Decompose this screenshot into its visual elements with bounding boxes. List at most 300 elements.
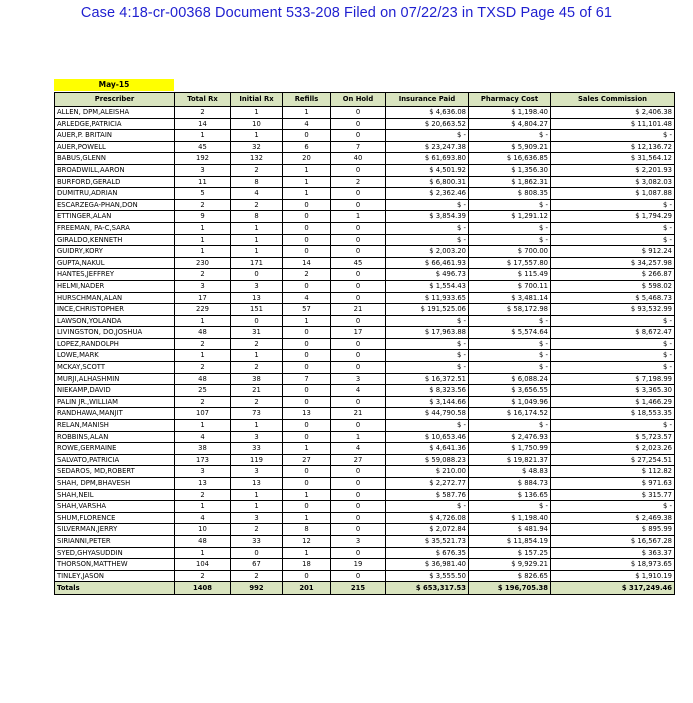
refills-cell: 1: [283, 512, 331, 524]
table-row: [55, 535, 675, 547]
total-rx-cell: 107: [175, 408, 231, 420]
prescriber-name: THORSON,MATTHEW: [55, 559, 175, 571]
table-row: [55, 257, 675, 269]
sales-commission-cell: $ 1,466.29: [551, 396, 675, 408]
pharmacy-cost-cell: $ 16,636.85: [469, 153, 551, 165]
prescriber-name: SHAH,VARSHA: [55, 501, 175, 513]
insurance-paid-cell: $ -: [386, 234, 469, 246]
initial-rx-cell: 3: [231, 466, 283, 478]
prescriber-name: LOWE,MARK: [55, 350, 175, 362]
table-row: [55, 478, 675, 490]
sales-commission-cell: $ 895.99: [551, 524, 675, 536]
total-rx-cell: 25: [175, 385, 231, 397]
insurance-paid-cell: $ -: [386, 338, 469, 350]
refills-cell: 0: [283, 396, 331, 408]
insurance-paid-cell: $ 10,653.46: [386, 431, 469, 443]
totals-cell: $ 317,249.46: [551, 582, 675, 595]
prescriber-name: NIEKAMP,DAVID: [55, 385, 175, 397]
on-hold-cell: 2: [331, 176, 386, 188]
table-row: [55, 327, 675, 339]
table-row: [55, 199, 675, 211]
total-rx-cell: 48: [175, 535, 231, 547]
total-rx-cell: 192: [175, 153, 231, 165]
table-header-row: [55, 93, 675, 107]
insurance-paid-cell: $ 496.73: [386, 269, 469, 281]
table-row: [55, 443, 675, 455]
prescriber-name: GUIDRY,KORY: [55, 246, 175, 258]
insurance-paid-cell: $ 20,663.52: [386, 118, 469, 130]
on-hold-cell: 3: [331, 373, 386, 385]
pharmacy-cost-cell: $ 1,291.12: [469, 211, 551, 223]
total-rx-cell: 2: [175, 199, 231, 211]
column-header: Pharmacy Cost: [469, 93, 551, 107]
total-rx-cell: 10: [175, 524, 231, 536]
on-hold-cell: 0: [331, 547, 386, 559]
sales-commission-cell: $ -: [551, 315, 675, 327]
prescriber-name: INCE,CHRISTOPHER: [55, 304, 175, 316]
total-rx-cell: 38: [175, 443, 231, 455]
insurance-paid-cell: $ 61,693.80: [386, 153, 469, 165]
sales-commission-cell: $ 112.82: [551, 466, 675, 478]
table-row: [55, 153, 675, 165]
prescriber-name: ALLEN, DPM,ALEISHA: [55, 107, 175, 119]
insurance-paid-cell: $ 2,003.20: [386, 246, 469, 258]
total-rx-cell: 1: [175, 501, 231, 513]
table-row: [55, 246, 675, 258]
initial-rx-cell: 2: [231, 164, 283, 176]
on-hold-cell: 27: [331, 454, 386, 466]
pharmacy-cost-cell: $ -: [469, 362, 551, 374]
sales-commission-cell: $ 5,468.73: [551, 292, 675, 304]
prescriber-name: TINLEY,JASON: [55, 570, 175, 582]
insurance-paid-cell: $ 17,963.88: [386, 327, 469, 339]
sales-commission-cell: $ -: [551, 234, 675, 246]
initial-rx-cell: 1: [231, 489, 283, 501]
table-row: [55, 512, 675, 524]
on-hold-cell: 0: [331, 466, 386, 478]
refills-cell: 0: [283, 130, 331, 142]
sales-commission-cell: $ 1,910.19: [551, 570, 675, 582]
insurance-paid-cell: $ 4,501.92: [386, 164, 469, 176]
refills-cell: 7: [283, 373, 331, 385]
prescriber-name: MCKAY,SCOTT: [55, 362, 175, 374]
column-header: Total Rx: [175, 93, 231, 107]
document-header: Case 4:18-cr-00368 Document 533-208 Filed on 07/22/23 in TXSD Page 45 of 61: [80, 5, 613, 21]
on-hold-cell: 0: [331, 188, 386, 200]
table-row: [55, 396, 675, 408]
sales-commission-cell: $ 5,723.57: [551, 431, 675, 443]
refills-cell: 0: [283, 362, 331, 374]
on-hold-cell: 45: [331, 257, 386, 269]
sales-commission-cell: $ 598.02: [551, 280, 675, 292]
table-row: [55, 431, 675, 443]
initial-rx-cell: 38: [231, 373, 283, 385]
total-rx-cell: 4: [175, 512, 231, 524]
initial-rx-cell: 2: [231, 199, 283, 211]
insurance-paid-cell: $ 8,323.56: [386, 385, 469, 397]
insurance-paid-cell: $ 3,144.66: [386, 396, 469, 408]
pharmacy-cost-cell: $ -: [469, 420, 551, 432]
prescriber-name: MURJI,ALHASHMIN: [55, 373, 175, 385]
initial-rx-cell: 8: [231, 176, 283, 188]
on-hold-cell: 0: [331, 118, 386, 130]
prescriber-name: ETTINGER,ALAN: [55, 211, 175, 223]
insurance-paid-cell: $ -: [386, 130, 469, 142]
refills-cell: 0: [283, 431, 331, 443]
total-rx-cell: 3: [175, 164, 231, 176]
on-hold-cell: 7: [331, 141, 386, 153]
prescriber-name: LIVINGSTON, DO,JOSHUA: [55, 327, 175, 339]
total-rx-cell: 229: [175, 304, 231, 316]
sales-commission-cell: $ -: [551, 338, 675, 350]
initial-rx-cell: 10: [231, 118, 283, 130]
on-hold-cell: 0: [331, 489, 386, 501]
on-hold-cell: 0: [331, 338, 386, 350]
table-row: [55, 176, 675, 188]
sales-commission-cell: $ 31,564.12: [551, 153, 675, 165]
total-rx-cell: 17: [175, 292, 231, 304]
column-header: On Hold: [331, 93, 386, 107]
sales-commission-cell: $ 315.77: [551, 489, 675, 501]
total-rx-cell: 11: [175, 176, 231, 188]
insurance-paid-cell: $ 210.00: [386, 466, 469, 478]
total-rx-cell: 3: [175, 280, 231, 292]
table-row: [55, 466, 675, 478]
prescriber-name: FREEMAN, PA-C,SARA: [55, 222, 175, 234]
insurance-paid-cell: $ -: [386, 199, 469, 211]
prescriber-name: HELMI,NADER: [55, 280, 175, 292]
sales-commission-cell: $ 1,087.88: [551, 188, 675, 200]
prescriber-name: ROWE,GERMAINE: [55, 443, 175, 455]
pharmacy-cost-cell: $ 808.35: [469, 188, 551, 200]
table-row: [55, 107, 675, 119]
sales-commission-cell: $ 971.63: [551, 478, 675, 490]
initial-rx-cell: 1: [231, 234, 283, 246]
insurance-paid-cell: $ 44,790.58: [386, 408, 469, 420]
pharmacy-cost-cell: $ -: [469, 222, 551, 234]
refills-cell: 1: [283, 188, 331, 200]
prescriber-name: SYED,GHYASUDDIN: [55, 547, 175, 559]
prescriber-name: BROADWILL,AARON: [55, 164, 175, 176]
pharmacy-cost-cell: $ 481.94: [469, 524, 551, 536]
sales-commission-cell: $ -: [551, 130, 675, 142]
on-hold-cell: 4: [331, 385, 386, 397]
total-rx-cell: 1: [175, 222, 231, 234]
sales-commission-cell: $ 18,553.35: [551, 408, 675, 420]
prescriber-name: SHAH,NEIL: [55, 489, 175, 501]
total-rx-cell: 2: [175, 396, 231, 408]
pharmacy-cost-cell: $ 19,821.37: [469, 454, 551, 466]
initial-rx-cell: 151: [231, 304, 283, 316]
prescriber-name: ESCARZEGA-PHAN,DON: [55, 199, 175, 211]
table-row: [55, 141, 675, 153]
refills-cell: 0: [283, 338, 331, 350]
prescriber-table: [54, 92, 675, 595]
initial-rx-cell: 171: [231, 257, 283, 269]
refills-cell: 0: [283, 280, 331, 292]
sales-commission-cell: $ -: [551, 362, 675, 374]
pharmacy-cost-cell: $ -: [469, 199, 551, 211]
sales-commission-cell: $ 2,023.26: [551, 443, 675, 455]
refills-cell: 1: [283, 107, 331, 119]
table-row: [55, 222, 675, 234]
pharmacy-cost-cell: $ -: [469, 501, 551, 513]
on-hold-cell: 0: [331, 420, 386, 432]
initial-rx-cell: 2: [231, 396, 283, 408]
refills-cell: 1: [283, 547, 331, 559]
pharmacy-cost-cell: $ 1,862.31: [469, 176, 551, 188]
on-hold-cell: 1: [331, 211, 386, 223]
on-hold-cell: 21: [331, 408, 386, 420]
prescriber-name: SHUM,FLORENCE: [55, 512, 175, 524]
insurance-paid-cell: $ -: [386, 420, 469, 432]
on-hold-cell: 40: [331, 153, 386, 165]
refills-cell: 57: [283, 304, 331, 316]
insurance-paid-cell: $ -: [386, 315, 469, 327]
on-hold-cell: 0: [331, 130, 386, 142]
prescriber-name: AUER,P. BRITAIN: [55, 130, 175, 142]
pharmacy-cost-cell: $ 136.65: [469, 489, 551, 501]
sales-commission-cell: $ -: [551, 501, 675, 513]
insurance-paid-cell: $ 59,088.23: [386, 454, 469, 466]
refills-cell: 0: [283, 478, 331, 490]
total-rx-cell: 3: [175, 466, 231, 478]
on-hold-cell: 0: [331, 246, 386, 258]
table-row: [55, 164, 675, 176]
on-hold-cell: 0: [331, 570, 386, 582]
totals-cell: $ 653,317.53: [386, 582, 469, 595]
refills-cell: 1: [283, 443, 331, 455]
insurance-paid-cell: $ 66,461.93: [386, 257, 469, 269]
initial-rx-cell: 2: [231, 338, 283, 350]
prescriber-name: BABUS,GLENN: [55, 153, 175, 165]
initial-rx-cell: 2: [231, 362, 283, 374]
total-rx-cell: 230: [175, 257, 231, 269]
on-hold-cell: 19: [331, 559, 386, 571]
on-hold-cell: 0: [331, 501, 386, 513]
on-hold-cell: 0: [331, 292, 386, 304]
on-hold-cell: 21: [331, 304, 386, 316]
initial-rx-cell: 1: [231, 107, 283, 119]
refills-cell: 2: [283, 269, 331, 281]
month-label: May-15: [54, 79, 174, 91]
on-hold-cell: 4: [331, 443, 386, 455]
on-hold-cell: 3: [331, 535, 386, 547]
total-rx-cell: 2: [175, 338, 231, 350]
table-row: [55, 304, 675, 316]
prescriber-name: SALVATO,PATRICIA: [55, 454, 175, 466]
sales-commission-cell: $ 1,794.29: [551, 211, 675, 223]
sales-commission-cell: $ -: [551, 222, 675, 234]
pharmacy-cost-cell: $ 826.65: [469, 570, 551, 582]
refills-cell: 0: [283, 327, 331, 339]
sales-commission-cell: $ 93,532.99: [551, 304, 675, 316]
total-rx-cell: 48: [175, 327, 231, 339]
insurance-paid-cell: $ -: [386, 362, 469, 374]
on-hold-cell: 0: [331, 362, 386, 374]
totals-cell: 201: [283, 582, 331, 595]
table-row: [55, 292, 675, 304]
refills-cell: 1: [283, 176, 331, 188]
prescriber-name: SIRIANNI,PETER: [55, 535, 175, 547]
table-row: [55, 118, 675, 130]
total-rx-cell: 9: [175, 211, 231, 223]
refills-cell: 18: [283, 559, 331, 571]
sales-commission-cell: $ -: [551, 199, 675, 211]
refills-cell: 27: [283, 454, 331, 466]
total-rx-cell: 1: [175, 246, 231, 258]
refills-cell: 6: [283, 141, 331, 153]
on-hold-cell: 0: [331, 199, 386, 211]
insurance-paid-cell: $ 36,981.40: [386, 559, 469, 571]
totals-row: [55, 582, 675, 595]
on-hold-cell: 0: [331, 107, 386, 119]
refills-cell: 14: [283, 257, 331, 269]
prescriber-name: RANDHAWA,MANJIT: [55, 408, 175, 420]
refills-cell: 8: [283, 524, 331, 536]
initial-rx-cell: 1: [231, 420, 283, 432]
table-row: [55, 570, 675, 582]
initial-rx-cell: 2: [231, 524, 283, 536]
insurance-paid-cell: $ 3,555.50: [386, 570, 469, 582]
prescriber-name: HURSCHMAN,ALAN: [55, 292, 175, 304]
insurance-paid-cell: $ 11,933.65: [386, 292, 469, 304]
refills-cell: 0: [283, 199, 331, 211]
total-rx-cell: 48: [175, 373, 231, 385]
table-row: [55, 350, 675, 362]
refills-cell: 13: [283, 408, 331, 420]
column-header: Initial Rx: [231, 93, 283, 107]
initial-rx-cell: 3: [231, 280, 283, 292]
on-hold-cell: 0: [331, 396, 386, 408]
total-rx-cell: 2: [175, 489, 231, 501]
insurance-paid-cell: $ 191,525.06: [386, 304, 469, 316]
pharmacy-cost-cell: $ 5,909.21: [469, 141, 551, 153]
refills-cell: 0: [283, 222, 331, 234]
insurance-paid-cell: $ -: [386, 350, 469, 362]
prescriber-name: SILVERMAN,JERRY: [55, 524, 175, 536]
pharmacy-cost-cell: $ 884.73: [469, 478, 551, 490]
total-rx-cell: 104: [175, 559, 231, 571]
insurance-paid-cell: $ 676.35: [386, 547, 469, 559]
refills-cell: 4: [283, 118, 331, 130]
totals-label: Totals: [55, 582, 175, 595]
pharmacy-cost-cell: $ 2,476.93: [469, 431, 551, 443]
prescriber-name: SEDAROS, MD,ROBERT: [55, 466, 175, 478]
sales-commission-cell: $ 3,082.03: [551, 176, 675, 188]
initial-rx-cell: 33: [231, 535, 283, 547]
table-row: [55, 130, 675, 142]
sales-commission-cell: $ 7,198.99: [551, 373, 675, 385]
prescriber-name: GIRALDO,KENNETH: [55, 234, 175, 246]
table-row: [55, 338, 675, 350]
on-hold-cell: 0: [331, 222, 386, 234]
total-rx-cell: 2: [175, 269, 231, 281]
on-hold-cell: 0: [331, 164, 386, 176]
pharmacy-cost-cell: $ 1,356.30: [469, 164, 551, 176]
refills-cell: 1: [283, 489, 331, 501]
insurance-paid-cell: $ 2,272.77: [386, 478, 469, 490]
table-row: [55, 524, 675, 536]
initial-rx-cell: 1: [231, 222, 283, 234]
initial-rx-cell: 8: [231, 211, 283, 223]
insurance-paid-cell: $ 1,554.43: [386, 280, 469, 292]
initial-rx-cell: 33: [231, 443, 283, 455]
total-rx-cell: 2: [175, 570, 231, 582]
total-rx-cell: 173: [175, 454, 231, 466]
table-row: [55, 280, 675, 292]
table-row: [55, 420, 675, 432]
column-header: Prescriber: [55, 93, 175, 107]
pharmacy-cost-cell: $ -: [469, 315, 551, 327]
refills-cell: 20: [283, 153, 331, 165]
insurance-paid-cell: $ -: [386, 222, 469, 234]
initial-rx-cell: 0: [231, 315, 283, 327]
prescriber-name: DUMITRU,ADRIAN: [55, 188, 175, 200]
pharmacy-cost-cell: $ 1,198.40: [469, 512, 551, 524]
initial-rx-cell: 67: [231, 559, 283, 571]
refills-cell: 0: [283, 466, 331, 478]
initial-rx-cell: 31: [231, 327, 283, 339]
pharmacy-cost-cell: $ 1,750.99: [469, 443, 551, 455]
sales-commission-cell: $ 2,469.38: [551, 512, 675, 524]
initial-rx-cell: 119: [231, 454, 283, 466]
insurance-paid-cell: $ -: [386, 501, 469, 513]
pharmacy-cost-cell: $ 11,854.19: [469, 535, 551, 547]
table-row: [55, 362, 675, 374]
sales-commission-cell: $ 8,672.47: [551, 327, 675, 339]
sales-commission-cell: $ 34,257.98: [551, 257, 675, 269]
total-rx-cell: 2: [175, 107, 231, 119]
insurance-paid-cell: $ 16,372.51: [386, 373, 469, 385]
pharmacy-cost-cell: $ 700.11: [469, 280, 551, 292]
prescriber-name: BURFORD,GERALD: [55, 176, 175, 188]
prescriber-name: ARLEDGE,PATRICIA: [55, 118, 175, 130]
sales-commission-cell: $ 2,201.93: [551, 164, 675, 176]
pharmacy-cost-cell: $ -: [469, 234, 551, 246]
column-header: Refills: [283, 93, 331, 107]
sales-commission-cell: $ 18,973.65: [551, 559, 675, 571]
total-rx-cell: 5: [175, 188, 231, 200]
table-row: [55, 408, 675, 420]
table-row: [55, 269, 675, 281]
prescriber-name: GUPTA,NAKUL: [55, 257, 175, 269]
column-header: Insurance Paid: [386, 93, 469, 107]
pharmacy-cost-cell: $ 6,088.24: [469, 373, 551, 385]
initial-rx-cell: 21: [231, 385, 283, 397]
pharmacy-cost-cell: $ 1,198.40: [469, 107, 551, 119]
on-hold-cell: 0: [331, 478, 386, 490]
sales-commission-cell: $ 11,101.48: [551, 118, 675, 130]
initial-rx-cell: 1: [231, 350, 283, 362]
insurance-paid-cell: $ 35,521.73: [386, 535, 469, 547]
table-row: [55, 315, 675, 327]
pharmacy-cost-cell: $ 58,172.98: [469, 304, 551, 316]
refills-cell: 12: [283, 535, 331, 547]
pharmacy-cost-cell: $ -: [469, 338, 551, 350]
initial-rx-cell: 3: [231, 512, 283, 524]
initial-rx-cell: 0: [231, 269, 283, 281]
total-rx-cell: 1: [175, 130, 231, 142]
pharmacy-cost-cell: $ 5,574.64: [469, 327, 551, 339]
initial-rx-cell: 1: [231, 501, 283, 513]
insurance-paid-cell: $ 4,636.08: [386, 107, 469, 119]
refills-cell: 0: [283, 385, 331, 397]
table-row: [55, 234, 675, 246]
total-rx-cell: 1: [175, 420, 231, 432]
refills-cell: 0: [283, 501, 331, 513]
pharmacy-cost-cell: $ -: [469, 350, 551, 362]
